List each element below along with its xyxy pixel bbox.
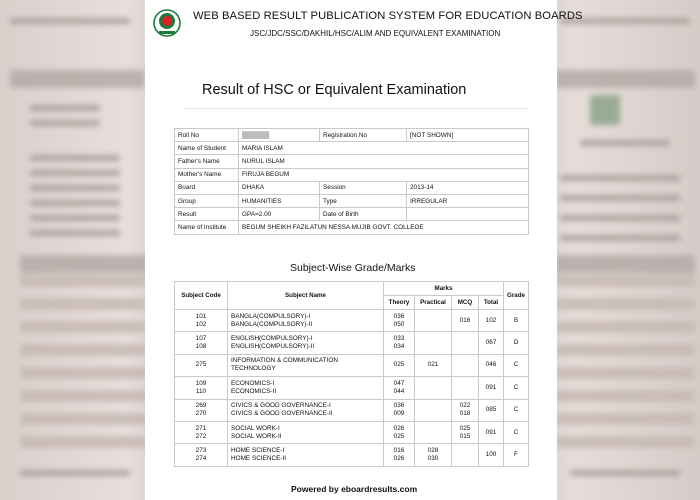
institute-label: Name of Institute: [175, 221, 239, 234]
subject-code-cell: 107 108: [175, 332, 228, 354]
student-value: MARIA ISLAM: [239, 142, 529, 155]
header-title: WEB BASED RESULT PUBLICATION SYSTEM FOR EDUCATION BOARDS: [193, 10, 583, 22]
col-practical: Practical: [415, 296, 452, 310]
theory-cell: 036 009: [384, 399, 415, 421]
grade-cell: B: [504, 310, 529, 332]
father-value: NURUL ISLAM: [239, 155, 529, 168]
subject-name-cell: ECONOMICS-I ECONOMICS-II: [228, 377, 384, 399]
group-label: Group: [175, 194, 239, 207]
registration-label: Registration No: [320, 129, 407, 142]
mother-label: Mother's Name: [175, 168, 239, 181]
grade-cell: F: [504, 444, 529, 466]
table-row: [175, 181, 529, 194]
practical-cell: 028 030: [415, 444, 452, 466]
mcq-cell: [452, 377, 479, 399]
table-row: [175, 129, 529, 142]
table-row: [175, 194, 529, 207]
table-row: [175, 310, 529, 332]
col-total: Total: [479, 296, 504, 310]
col-subject-code: Subject Code: [175, 282, 228, 310]
total-cell: 046: [479, 354, 504, 376]
total-cell: 067: [479, 332, 504, 354]
total-cell: 102: [479, 310, 504, 332]
col-subject-name: Subject Name: [228, 282, 384, 310]
mcq-cell: [452, 332, 479, 354]
theory-cell: 016 026: [384, 444, 415, 466]
theory-cell: 033 034: [384, 332, 415, 354]
col-theory: Theory: [384, 296, 415, 310]
practical-cell: 021: [415, 354, 452, 376]
subject-name-cell: SOCIAL WORK-I SOCIAL WORK-II: [228, 421, 384, 443]
total-cell: 091: [479, 421, 504, 443]
background-certificate-right: [550, 0, 700, 500]
roll-label: Roll No: [175, 129, 239, 142]
grade-cell: D: [504, 332, 529, 354]
board-label: Board: [175, 181, 239, 194]
grade-cell: C: [504, 377, 529, 399]
result-sheet: [145, 0, 583, 500]
mcq-cell: [452, 354, 479, 376]
table-row: [175, 221, 529, 234]
table-row: [175, 332, 529, 354]
type-label: Type: [320, 194, 407, 207]
theory-cell: 047 044: [384, 377, 415, 399]
total-cell: 085: [479, 399, 504, 421]
background-certificate-left: [0, 0, 150, 500]
subject-name-cell: HOME SCIENCE-I HOME SCIENCE-II: [228, 444, 384, 466]
marks-table: [174, 281, 529, 467]
grade-cell: C: [504, 399, 529, 421]
table-row: [175, 155, 529, 168]
mcq-cell: 025 015: [452, 421, 479, 443]
student-info-table: [174, 128, 529, 235]
mcq-cell: 016: [452, 310, 479, 332]
table-row: [175, 142, 529, 155]
group-value: HUMANITIES: [239, 194, 320, 207]
dob-label: Date of Birth: [320, 208, 407, 221]
subject-name-cell: ENGLISH(COMPULSORY)-I ENGLISH(COMPULSORY)-II: [228, 332, 384, 354]
table-row: [175, 377, 529, 399]
student-label: Name of Student: [175, 142, 239, 155]
board-value: DHAKA: [239, 181, 320, 194]
practical-cell: [415, 332, 452, 354]
total-cell: 091: [479, 377, 504, 399]
practical-cell: [415, 421, 452, 443]
mcq-cell: 022 018: [452, 399, 479, 421]
theory-cell: 036 050: [384, 310, 415, 332]
session-label: Session: [320, 181, 407, 194]
table-row: [175, 354, 529, 376]
grade-cell: C: [504, 354, 529, 376]
theory-cell: 025: [384, 354, 415, 376]
practical-cell: [415, 399, 452, 421]
table-row: [175, 444, 529, 466]
subject-code-cell: 271 272: [175, 421, 228, 443]
col-mcq: MCQ: [452, 296, 479, 310]
institute-value: BEGUM SHEIKH FAZILATUN NESSA MUJIB GOVT. COLLEGE: [239, 221, 529, 234]
dob-value: [407, 208, 529, 221]
grade-cell: C: [504, 421, 529, 443]
table-header-row: [175, 282, 529, 296]
mcq-cell: [452, 444, 479, 466]
result-label: Result: [175, 208, 239, 221]
powered-by-footer: Powered by eboardresults.com: [291, 484, 418, 494]
table-row: [175, 399, 529, 421]
total-cell: 100: [479, 444, 504, 466]
result-title: Result of HSC or Equivalent Examination: [202, 82, 467, 98]
theory-cell: 026 025: [384, 421, 415, 443]
col-grade: Grade: [504, 282, 529, 310]
practical-cell: [415, 310, 452, 332]
father-label: Father's Name: [175, 155, 239, 168]
subject-code-cell: 273 274: [175, 444, 228, 466]
header-subtitle: JSC/JDC/SSC/DAKHIL/HSC/ALIM AND EQUIVALENT EXAMINATION: [250, 29, 501, 38]
table-row: [175, 168, 529, 181]
subject-code-cell: 109 110: [175, 377, 228, 399]
table-row: [175, 421, 529, 443]
type-value: IRREGULAR: [407, 194, 529, 207]
subject-name-cell: INFORMATION & COMMUNICATION TECHNOLOGY: [228, 354, 384, 376]
subject-code-cell: 275: [175, 354, 228, 376]
subject-code-cell: 269 270: [175, 399, 228, 421]
practical-cell: [415, 377, 452, 399]
education-board-logo-icon: [153, 8, 181, 38]
session-value: 2013-14: [407, 181, 529, 194]
title-divider: [185, 108, 528, 109]
table-row: [175, 208, 529, 221]
result-value: GPA=2.00: [239, 208, 320, 221]
registration-value: [NOT SHOWN]: [407, 129, 529, 142]
subject-name-cell: CIVICS & GOOD GOVERNANCE-I CIVICS & GOOD GOVERNANCE-II: [228, 399, 384, 421]
roll-value: ██████: [239, 129, 320, 142]
subject-name-cell: BANGLA(COMPULSORY)-I BANGLA(COMPULSORY)-II: [228, 310, 384, 332]
subject-wise-title: Subject-Wise Grade/Marks: [290, 262, 416, 274]
mother-value: FIRUJA BEGUM: [239, 168, 529, 181]
subject-code-cell: 101 102: [175, 310, 228, 332]
col-marks: Marks: [384, 282, 504, 296]
